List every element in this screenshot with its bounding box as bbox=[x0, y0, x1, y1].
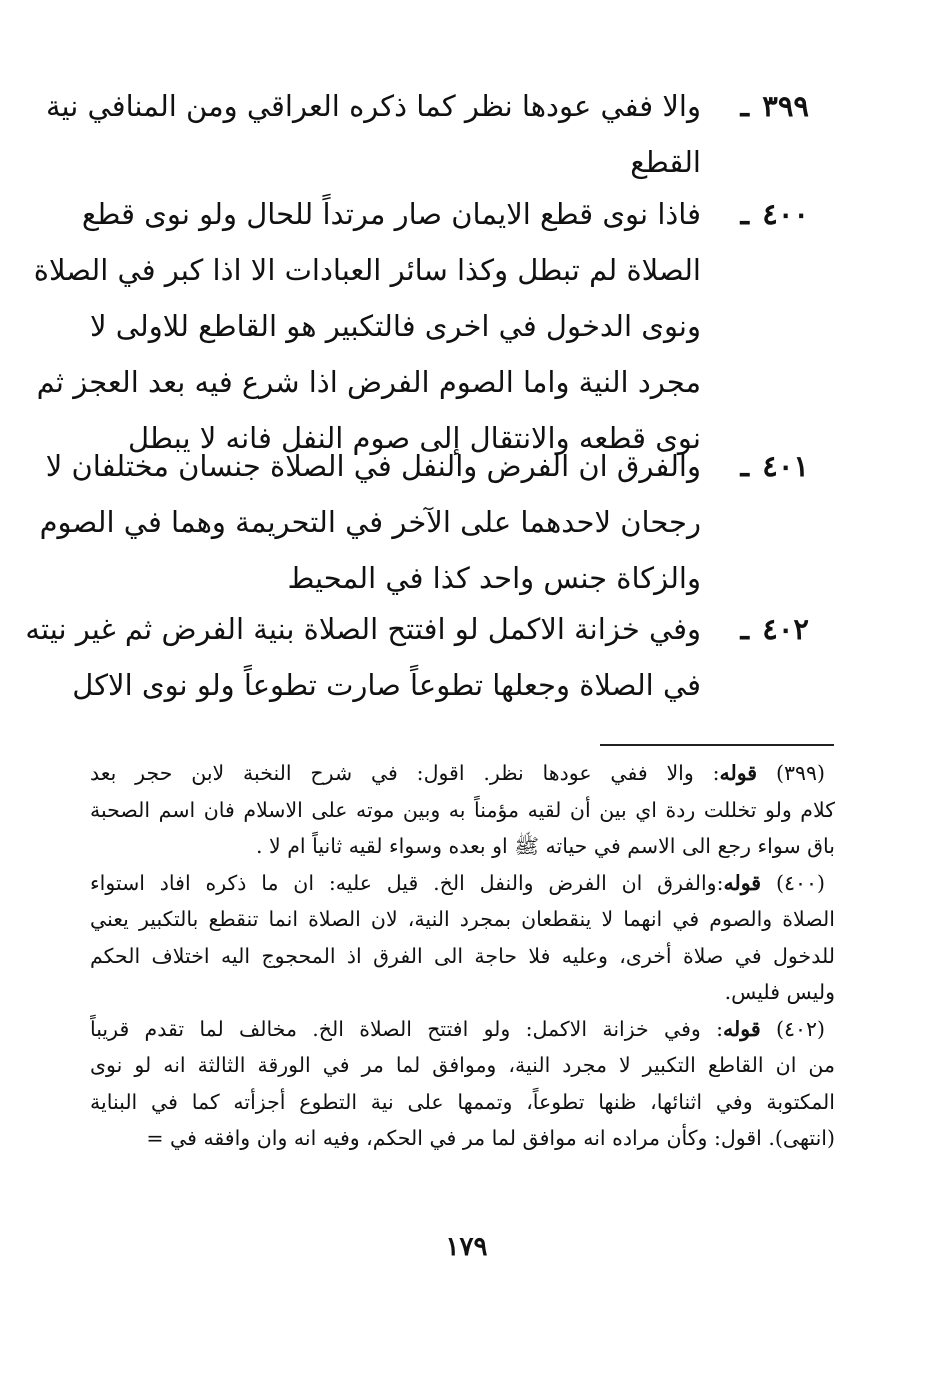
footnote-line: كلام ولو تخللت ردة اي بين أن لقيه مؤمناً به وبين موته على الاسلام فان اسم الصحبة bbox=[90, 797, 835, 822]
entry-402 bbox=[1, 601, 809, 721]
footnote-first-line bbox=[90, 865, 835, 902]
entry-line: الصلاة لم تبطل وكذا سائر العبادات الا اذا كبر في الصلاة bbox=[33, 253, 701, 287]
footnote-line: المكتوبة وفي اثنائها، ظنها تطوعاً، وتممها على نية التطوع أجزأته كما في البناية bbox=[90, 1089, 835, 1114]
entry-line: والا ففي عودها نظر كما ذكره العراقي ومن المنافي نية bbox=[45, 89, 701, 123]
footnote-line: للدخول في صلاة أخرى، وعليه فلا حاجة الى الفرق اذ المحجوج اليه اختلاف الحكم bbox=[90, 943, 835, 968]
entry-400 bbox=[1, 186, 809, 466]
footnote-keyword: قوله bbox=[723, 1016, 761, 1041]
footnote-text: :والفرق ان الفرض والنفل الخ. قيل عليه: ان ما ذكره افاد استواء bbox=[90, 870, 724, 895]
footnote-keyword: قوله bbox=[719, 761, 758, 785]
footnote-first-line bbox=[90, 1011, 835, 1048]
entry-dash: ـ bbox=[740, 449, 749, 483]
entry-text bbox=[1, 186, 701, 466]
entry-line: وفي خزانة الاكمل لو افتتح الصلاة بنية الفرض ثم غير نيته bbox=[25, 612, 701, 646]
footnote-line: (انتهى). اقول: وكأن مراده انه موافق لما مر في الحكم، وفيه انه وان وافقه في = bbox=[146, 1126, 835, 1150]
footnotes bbox=[90, 755, 835, 1157]
footnote-line: من ان القاطع التكبير لا مجرد النية، وموافق لما مر في الورقة الثالثة انه لو نوى bbox=[90, 1053, 835, 1077]
entry-line: في الصلاة وجعلها تطوعاً صارت تطوعاً ولو نوى الاكل bbox=[72, 668, 701, 702]
entry-number: ٤٠٢ bbox=[762, 612, 809, 646]
entry-line: مجرد النية واما الصوم الفرض اذا شرع فيه بعد العجز ثم bbox=[36, 365, 701, 399]
entry-number: ٤٠٠ bbox=[762, 197, 809, 231]
footnote-keyword: قوله bbox=[723, 870, 762, 895]
footnote-402 bbox=[90, 1011, 835, 1157]
entry-dash: ـ bbox=[740, 197, 749, 231]
entry-line: ونوى الدخول في اخرى فالتكبير هو القاطع للاولى لا bbox=[90, 309, 701, 343]
entry-line: والزكاة جنس واحد كذا في المحيط bbox=[287, 561, 701, 595]
footnote-line: باق سواء رجع الى الاسم في حياته ﷺ او بعده وسواء لقيه ثانياً ام لا . bbox=[255, 834, 835, 858]
footnote-399 bbox=[90, 755, 835, 865]
entry-dash: ـ bbox=[740, 89, 749, 123]
entry-line: رجحان لاحدهما على الآخر في التحريمة وهما في الصوم bbox=[39, 505, 701, 539]
entry-text bbox=[1, 601, 701, 713]
entry-dash: ـ bbox=[740, 612, 749, 646]
entry-line: نوى قطعه والانتقال إلى صوم النفل فانه لا يبطل bbox=[127, 421, 701, 455]
entry-number: ٤٠١ bbox=[762, 449, 809, 483]
footnote-ref: (٤٠٢) bbox=[775, 1016, 825, 1041]
entry-text bbox=[1, 438, 701, 606]
entry-text bbox=[1, 78, 701, 190]
entry-line: والفرق ان الفرض والنفل في الصلاة جنسان مختلفان لا bbox=[45, 449, 701, 483]
footnote-line: وليس فليس. bbox=[724, 980, 835, 1004]
entry-line: القطع bbox=[630, 145, 701, 179]
footnote-line: الصلاة والصوم في انهما لا ينقطعان بمجرد النية، لان الصلاة انما تنقطع بالتكبير يعني bbox=[90, 907, 835, 931]
footnote-ref: (٤٠٠) bbox=[775, 870, 825, 895]
entry-line: فاذا نوى قطع الايمان صار مرتداً للحال ولو نوى قطع bbox=[81, 197, 701, 231]
entry-399 bbox=[1, 78, 809, 193]
entry-number: ٣٩٩ bbox=[762, 89, 809, 123]
footnote-ref: (٣٩٩) bbox=[775, 761, 825, 785]
footnote-400 bbox=[90, 865, 835, 1011]
page-number: ١٧٩ bbox=[445, 1232, 488, 1262]
footnote-separator bbox=[600, 744, 834, 746]
footnote-first-line bbox=[90, 755, 835, 792]
footnote-text: : والا ففي عودها نظر. اقول: في شرح النخبة لابن حجر بعد bbox=[90, 761, 720, 785]
entry-401 bbox=[1, 438, 809, 608]
footnote-text: : وفي خزانة الاكمل: ولو افتتح الصلاة الخ. مخالف لما تقدم قريباً bbox=[90, 1016, 723, 1041]
